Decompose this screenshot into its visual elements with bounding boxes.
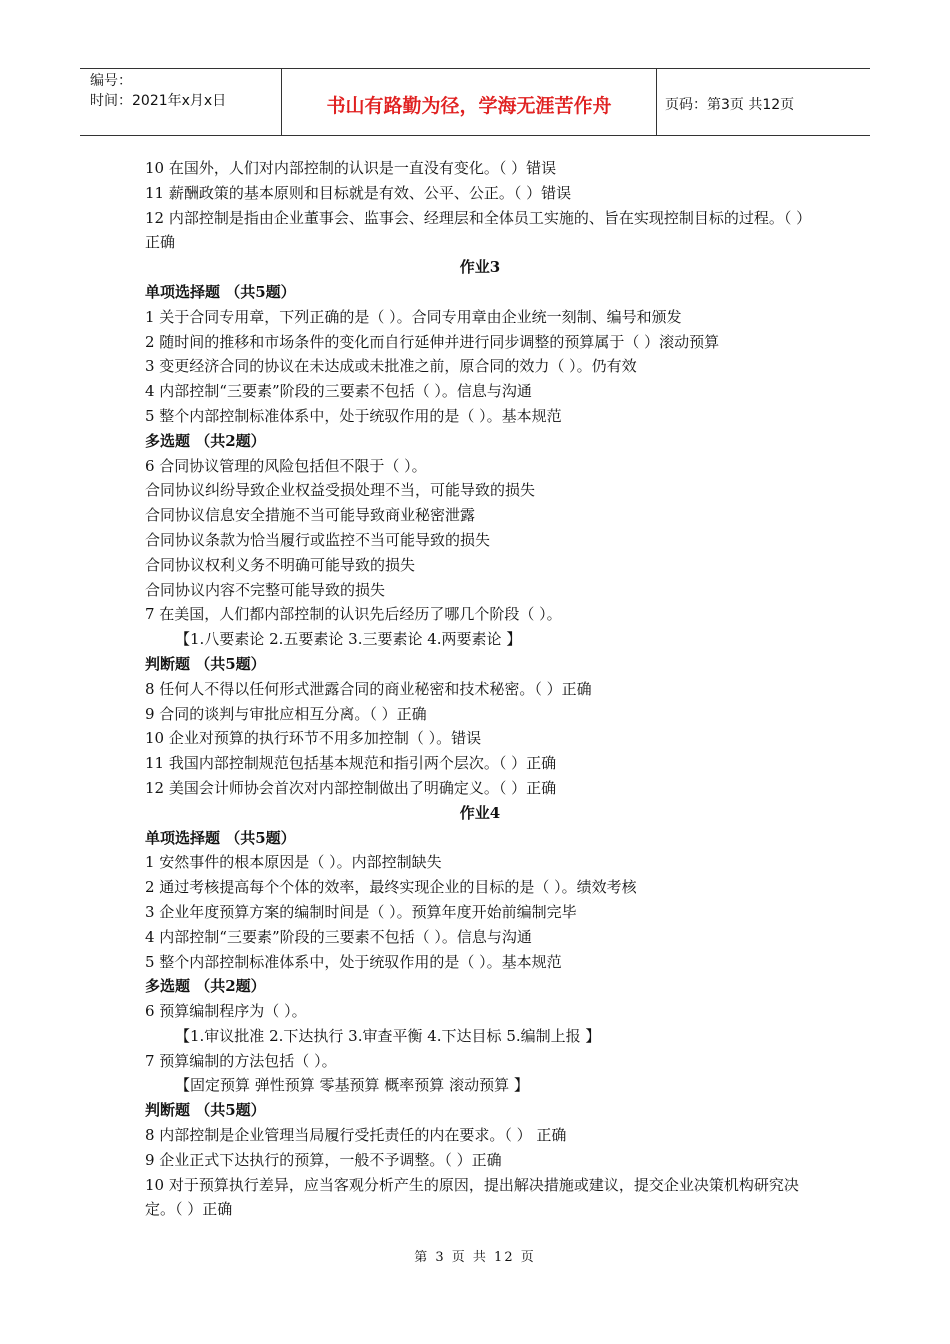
question-line: 2 随时间的推移和市场条件的变化而自行延伸并进行同步调整的预算属于（ ）滚动预算 — [145, 332, 720, 351]
question-line: 11 薪酬政策的基本原则和目标就是有效、公平、公正。（ ）错误 — [145, 183, 572, 202]
section-title: 作业3 — [459, 258, 501, 277]
question-line: 8 内部控制是企业管理当局履行受托责任的内在要求。（ ） 正确 — [145, 1126, 567, 1145]
header-date: 时间：2021年x月x日 — [90, 93, 227, 109]
section-heading: 单项选择题 （共5题） — [145, 282, 296, 301]
answer-option: 合同协议条款为恰当履行或监控不当可能导致的损失 — [145, 530, 491, 549]
question-line: 2 通过考核提高每个个体的效率，最终实现企业的目标的是（ ）。绩效考核 — [145, 878, 637, 897]
question-line: 9 企业正式下达执行的预算，一般不予调整。（ ）正确 — [145, 1150, 502, 1169]
answer-option: 【1.审议批准 2.下达执行 3.审查平衡 4.下达目标 5.编制上报 】 — [175, 1026, 601, 1045]
question-line: 4 内部控制“三要素”阶段的三要素不包括（ ）。信息与沟通 — [145, 382, 532, 401]
header-meta — [80, 69, 282, 135]
section-heading: 判断题 （共5题） — [145, 654, 266, 673]
question-line: 7 预算编制的方法包括（ ）。 — [145, 1051, 337, 1070]
page-header — [80, 68, 870, 136]
question-line: 5 整个内部控制标准体系中，处于统驭作用的是（ ）。基本规范 — [145, 952, 562, 971]
question-line: 12 内部控制是指由企业董事会、监事会、经理层和全体员工实施的、旨在实现控制目标的过程。（ ） 正确 — [145, 208, 812, 252]
section-heading: 多选题 （共2题） — [145, 431, 266, 450]
question-line: 1 关于合同专用章，下列正确的是（ ）。合同专用章由企业统一刻制、编号和颁发 — [145, 307, 682, 326]
question-line: 4 内部控制“三要素”阶段的三要素不包括（ ）。信息与沟通 — [145, 927, 532, 946]
question-line: 3 变更经济合同的协议在未达成或未批准之前，原合同的效力（ ）。仍有效 — [145, 357, 637, 376]
question-line: 11 我国内部控制规范包括基本规范和指引两个层次。（ ）正确 — [145, 754, 557, 773]
answer-option: 合同协议信息安全措施不当可能导致商业秘密泄露 — [145, 506, 476, 525]
section-title: 作业4 — [459, 803, 501, 822]
question-line: 8 任何人不得以任何形式泄露合同的商业秘密和技术秘密。（ ）正确 — [145, 679, 592, 698]
section-heading: 判断题 （共5题） — [145, 1101, 266, 1120]
question-line: 7 在美国，人们都内部控制的认识先后经历了哪几个阶段（ ）。 — [145, 605, 562, 624]
question-line: 12 美国会计师协会首次对内部控制做出了明确定义。（ ）正确 — [145, 778, 557, 797]
section-heading: 单项选择题 （共5题） — [145, 828, 296, 847]
header-motto: 书山有路勤为径，学海无涯苦作舟 — [282, 69, 657, 135]
question-line: 10 在国外，人们对内部控制的认识是一直没有变化。（ ）错误 — [145, 159, 557, 177]
answer-option: 【1.八要素论 2.五要素论 3.三要素论 4.两要素论 】 — [175, 630, 522, 649]
page-footer: 第 3 页 共 12 页 — [414, 1250, 536, 1265]
question-line: 6 预算编制程序为（ ）。 — [145, 1002, 307, 1021]
header-code: 编号： — [90, 73, 132, 89]
question-line: 5 整个内部控制标准体系中，处于统驭作用的是（ ）。基本规范 — [145, 406, 562, 425]
header-page-number: 页码：第3页 共12页 — [665, 97, 795, 113]
question-line: 1 安然事件的根本原因是（ ）。内部控制缺失 — [145, 853, 442, 872]
question-line: 9 合同的谈判与审批应相互分离。（ ）正确 — [145, 704, 427, 723]
answer-option: 合同协议纠纷导致企业权益受损处理不当，可能导致的损失 — [145, 481, 536, 500]
question-line: 6 合同协议管理的风险包括但不限于（ ）。 — [145, 456, 427, 475]
answer-option: 合同协议内容不完整可能导致的损失 — [145, 580, 386, 599]
question-line: 10 企业对预算的执行环节不用多加控制（ ）。错误 — [145, 729, 482, 748]
answer-option: 【固定预算 弹性预算 零基预算 概率预算 滚动预算 】 — [175, 1076, 529, 1095]
section-heading: 多选题 （共2题） — [145, 977, 266, 996]
question-line: 10 对于预算执行差异，应当客观分析产生的原因，提出解决措施或建议，提交企业决策机构研究决定。（ ）正确 — [145, 1175, 799, 1219]
answer-option: 合同协议权利义务不明确可能导致的损失 — [145, 555, 416, 574]
document-body — [145, 156, 815, 1222]
question-line: 3 企业年度预算方案的编制时间是（ ）。预算年度开始前编制完毕 — [145, 902, 577, 921]
